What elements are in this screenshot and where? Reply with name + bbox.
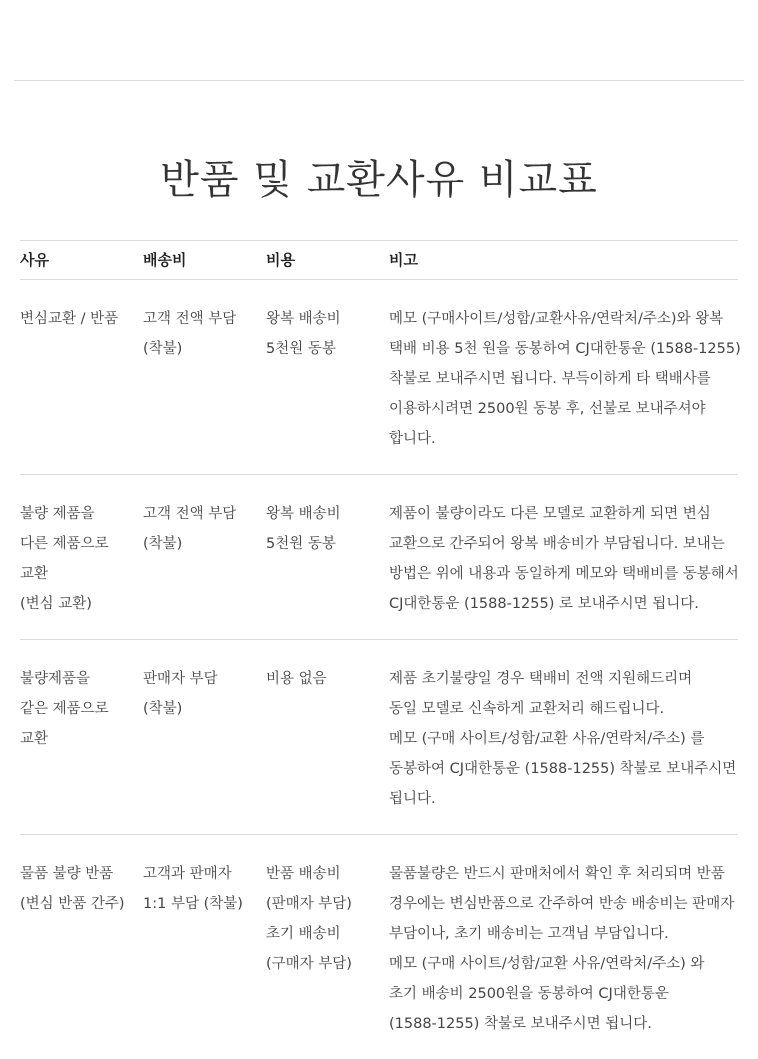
note-line: CJ대한통운 (1588-1255) 로 보내주시면 됩니다. (389, 596, 699, 612)
cost-line: 초기 배송비 (266, 926, 341, 942)
note-line: 제품 초기불량일 경우 택배비 전액 지원해드리며 (389, 671, 693, 687)
cost-line: 비용 없음 (266, 671, 327, 687)
note-line: 됩니다. (389, 791, 436, 807)
note-line: 경우에는 변심반품으로 간주하여 반송 배송비는 판매자 (389, 896, 735, 912)
header-reason: 사유 (20, 251, 49, 269)
note-line: 메모 (구매사이트/성함/교환사유/연락처/주소)와 왕복 (389, 311, 724, 327)
note-line: 방법은 위에 내용과 동일하게 메모와 택배비를 동봉해서 (389, 566, 739, 582)
table-row (20, 280, 741, 475)
shipping-line: (착불) (143, 701, 183, 717)
reason-line: 다른 제품으로 (20, 536, 109, 552)
reason-line: (변심 반품 간주) (20, 896, 125, 912)
note-line: 메모 (구매 사이트/성함/교환 사유/연락처/주소) 와 (389, 956, 705, 972)
shipping-cell (143, 304, 266, 454)
shipping-line: (착불) (143, 341, 183, 357)
cost-cell (266, 499, 389, 619)
table-row (20, 640, 738, 835)
reason-line: 변심교환 / 반품 (20, 311, 119, 327)
reason-line: 같은 제품으로 (20, 701, 109, 717)
note-cell (389, 304, 741, 454)
shipping-cell (143, 499, 266, 619)
header-note: 비고 (389, 251, 418, 269)
shipping-line: 판매자 부담 (143, 671, 218, 687)
table-header-row (20, 241, 738, 280)
note-line: 이용하시려면 2500원 동봉 후, 선불로 보내주셔야 (389, 401, 706, 417)
note-line: 착불로 보내주시면 됩니다. 부득이하게 타 택배사를 (389, 371, 711, 387)
note-line: (1588-1255) 착불로 보내주시면 됩니다. (389, 1016, 652, 1032)
reason-line: 불량 제품을 (20, 506, 95, 522)
cost-cell (266, 304, 389, 454)
note-line: 물품불량은 반드시 판매처에서 확인 후 처리되며 반품 (389, 866, 725, 882)
cost-line: 반품 배송비 (266, 866, 341, 882)
cost-line: (판매자 부담) (266, 896, 352, 912)
note-line: 교환으로 간주되어 왕복 배송비가 부담됩니다. 보내는 (389, 536, 725, 552)
note-line: 택배 비용 5천 원을 동봉하여 CJ대한통운 (1588-1255) (389, 341, 741, 357)
note-cell (389, 664, 738, 814)
reason-cell (20, 304, 143, 454)
top-divider (14, 80, 744, 81)
shipping-line: (착불) (143, 536, 183, 552)
cost-line: 5천원 동봉 (266, 341, 336, 357)
cost-cell (266, 859, 389, 1039)
cost-line: 왕복 배송비 (266, 506, 341, 522)
reason-line: 교환 (20, 731, 49, 747)
note-line: 부담이나, 초기 배송비는 고객님 부담입니다. (389, 926, 669, 942)
note-cell (389, 499, 738, 619)
note-line: 초기 배송비 2500원을 동봉하여 CJ대한통운 (389, 986, 669, 1002)
reason-cell (20, 499, 143, 619)
header-shipping: 배송비 (143, 251, 187, 269)
note-line: 동봉하여 CJ대한통운 (1588-1255) 착불로 보내주시면 (389, 761, 737, 777)
note-line: 동일 모델로 신속하게 교환처리 해드립니다. (389, 701, 665, 717)
comparison-table (20, 240, 741, 1059)
note-line: 제품이 불량이라도 다른 모델로 교환하게 되면 변심 (389, 506, 711, 522)
shipping-line: 고객 전액 부담 (143, 506, 237, 522)
page-title: 반품 및 교환사유 비교표 (160, 157, 598, 203)
note-cell (389, 859, 738, 1039)
shipping-line: 1:1 부담 (착불) (143, 896, 243, 912)
note-line: 메모 (구매 사이트/성함/교환 사유/연락처/주소) 를 (389, 731, 705, 747)
shipping-cell (143, 859, 266, 1039)
table-row (20, 475, 738, 640)
cost-line: 왕복 배송비 (266, 311, 341, 327)
reason-line: 교환 (20, 566, 49, 582)
cost-cell (266, 664, 389, 814)
reason-line: 불량제품을 (20, 671, 91, 687)
note-line: 합니다. (389, 431, 436, 447)
reason-cell (20, 664, 143, 814)
reason-line: (변심 교환) (20, 596, 92, 612)
cost-line: (구매자 부담) (266, 956, 352, 972)
shipping-line: 고객과 판매자 (143, 866, 232, 882)
shipping-line: 고객 전액 부담 (143, 311, 237, 327)
reason-line: 물품 불량 반품 (20, 866, 114, 882)
shipping-cell (143, 664, 266, 814)
table-row (20, 835, 738, 1059)
header-cost: 비용 (266, 251, 295, 269)
reason-cell (20, 859, 143, 1039)
cost-line: 5천원 동봉 (266, 536, 336, 552)
